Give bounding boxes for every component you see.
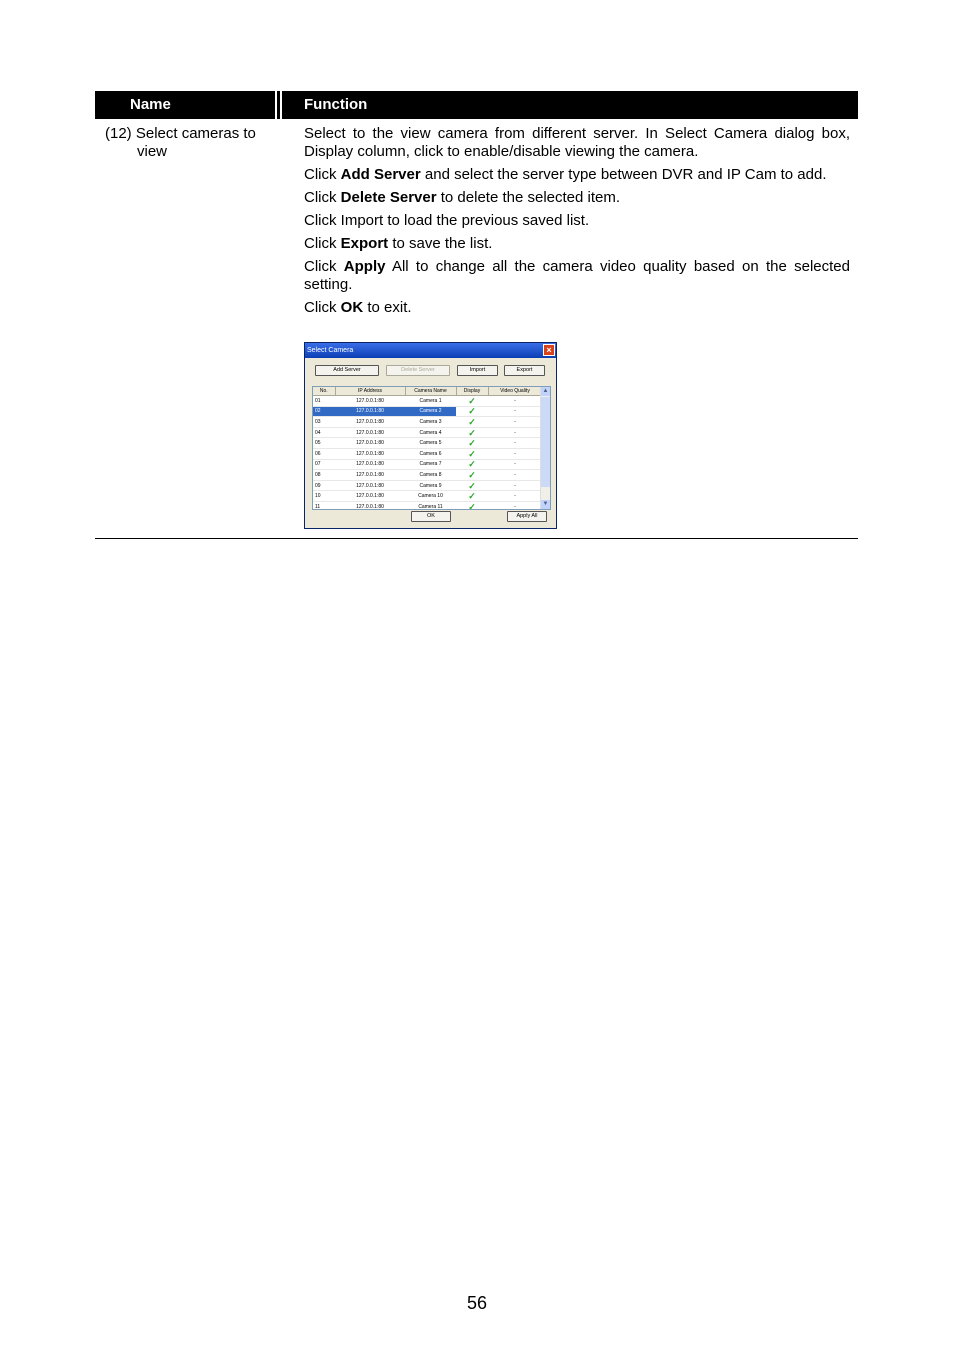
function-paragraph: Select to the view camera from different server. In Select Camera dialog box, Display column, click to enable/disable viewing the camera. xyxy=(304,125,850,160)
display-check-icon[interactable]: ✓ xyxy=(456,438,488,449)
function-paragraph: Click OK to exit. xyxy=(304,299,412,316)
cell-ip: 127.0.0.1:80 xyxy=(335,417,405,428)
scroll-thumb[interactable] xyxy=(541,397,550,487)
scroll-up-icon[interactable]: ▲ xyxy=(542,388,549,394)
column-header[interactable]: No. xyxy=(313,387,335,396)
display-check-icon[interactable]: ✓ xyxy=(456,448,488,459)
camera-list xyxy=(312,386,551,510)
dialog-title: Select Camera xyxy=(307,347,354,354)
cell-no: 05 xyxy=(313,438,335,449)
cell-no: 03 xyxy=(313,417,335,428)
delete-server-button[interactable]: Delete Server xyxy=(386,365,450,376)
column-header[interactable]: Display xyxy=(456,387,488,396)
display-check-icon[interactable]: ✓ xyxy=(456,470,488,481)
cell-name: Camera 10 xyxy=(405,491,456,502)
cell-no: 07 xyxy=(313,459,335,470)
cell-ip: 127.0.0.1:80 xyxy=(335,406,405,417)
cell-name: Camera 1 xyxy=(405,396,456,407)
scroll-down-icon[interactable]: ▼ xyxy=(542,501,549,507)
cell-no: 02 xyxy=(313,406,335,417)
cell-no: 11 xyxy=(313,501,335,510)
cell-name: Camera 2 xyxy=(405,406,456,417)
display-check-icon[interactable]: ✓ xyxy=(456,427,488,438)
cell-ip: 127.0.0.1:80 xyxy=(335,491,405,502)
cell-ip: 127.0.0.1:80 xyxy=(335,459,405,470)
cell-no: 09 xyxy=(313,480,335,491)
cell-quality: - xyxy=(488,470,542,481)
display-check-icon[interactable]: ✓ xyxy=(456,491,488,502)
column-header[interactable]: Video Quality xyxy=(488,387,542,396)
apply-all-button[interactable]: Apply All xyxy=(507,511,547,522)
cell-name: Camera 8 xyxy=(405,470,456,481)
cell-name: Camera 4 xyxy=(405,427,456,438)
table-row[interactable] xyxy=(313,491,542,502)
column-header[interactable]: IP Address xyxy=(335,387,405,396)
header-function: Function xyxy=(304,96,368,113)
cell-name: Camera 5 xyxy=(405,438,456,449)
add-server-button[interactable]: Add Server xyxy=(315,365,379,376)
header-divider xyxy=(275,91,277,119)
cell-no: 08 xyxy=(313,470,335,481)
table-row[interactable] xyxy=(313,448,542,459)
cell-quality: - xyxy=(488,501,542,510)
table-bottom-rule xyxy=(95,538,858,539)
table-header xyxy=(95,91,858,119)
cell-ip: 127.0.0.1:80 xyxy=(335,438,405,449)
table-row[interactable] xyxy=(313,470,542,481)
cell-quality: - xyxy=(488,417,542,428)
row-name-line: view xyxy=(137,143,168,160)
cell-name: Camera 9 xyxy=(405,480,456,491)
cell-quality: - xyxy=(488,459,542,470)
cell-no: 04 xyxy=(313,427,335,438)
cell-name: Camera 3 xyxy=(405,417,456,428)
import-button[interactable]: Import xyxy=(457,365,498,376)
table-row[interactable] xyxy=(313,438,542,449)
cell-quality: - xyxy=(488,427,542,438)
cell-ip: 127.0.0.1:80 xyxy=(335,501,405,510)
display-check-icon[interactable]: ✓ xyxy=(456,501,488,510)
header-name: Name xyxy=(130,96,171,113)
scrollbar[interactable] xyxy=(540,387,550,509)
display-check-icon[interactable]: ✓ xyxy=(456,480,488,491)
cell-name: Camera 7 xyxy=(405,459,456,470)
function-paragraph: Click Import to load the previous saved list. xyxy=(304,212,590,229)
display-check-icon[interactable]: ✓ xyxy=(456,459,488,470)
header-divider xyxy=(280,91,282,119)
cell-quality: - xyxy=(488,438,542,449)
table-row[interactable] xyxy=(313,406,542,417)
close-icon[interactable]: × xyxy=(543,344,555,356)
cell-no: 01 xyxy=(313,396,335,407)
table-row[interactable] xyxy=(313,396,542,407)
table-row[interactable] xyxy=(313,480,542,491)
cell-name: Camera 11 xyxy=(405,501,456,510)
cell-no: 06 xyxy=(313,448,335,459)
cell-name: Camera 6 xyxy=(405,448,456,459)
table-row[interactable] xyxy=(313,417,542,428)
cell-ip: 127.0.0.1:80 xyxy=(335,396,405,407)
row-name-line: (12) Select cameras to xyxy=(105,125,256,142)
table-row[interactable] xyxy=(313,459,542,470)
dialog-title-bar xyxy=(305,343,556,358)
cell-quality: - xyxy=(488,406,542,417)
table-row[interactable] xyxy=(313,427,542,438)
function-paragraph: Click Add Server and select the server type between DVR and IP Cam to add. xyxy=(304,166,827,183)
cell-quality: - xyxy=(488,480,542,491)
display-check-icon[interactable]: ✓ xyxy=(456,406,488,417)
export-button[interactable]: Export xyxy=(504,365,545,376)
cell-quality: - xyxy=(488,491,542,502)
row-name xyxy=(105,125,280,161)
select-camera-dialog xyxy=(304,342,557,529)
cell-ip: 127.0.0.1:80 xyxy=(335,448,405,459)
function-paragraph: Click Delete Server to delete the selected item. xyxy=(304,189,621,206)
cell-quality: - xyxy=(488,448,542,459)
display-check-icon[interactable]: ✓ xyxy=(456,396,488,407)
function-paragraph: Click Apply All to change all the camera video quality based on the selected setting. xyxy=(304,258,850,293)
cell-ip: 127.0.0.1:80 xyxy=(335,470,405,481)
display-check-icon[interactable]: ✓ xyxy=(456,417,488,428)
column-header[interactable]: Camera Name xyxy=(405,387,456,396)
row-function xyxy=(304,125,850,322)
cell-ip: 127.0.0.1:80 xyxy=(335,427,405,438)
table-row[interactable] xyxy=(313,501,542,510)
cell-ip: 127.0.0.1:80 xyxy=(335,480,405,491)
ok-button[interactable]: OK xyxy=(411,511,451,522)
function-paragraph: Click Export to save the list. xyxy=(304,235,493,252)
page-number: 56 xyxy=(466,1293,488,1313)
cell-no: 10 xyxy=(313,491,335,502)
cell-quality: - xyxy=(488,396,542,407)
